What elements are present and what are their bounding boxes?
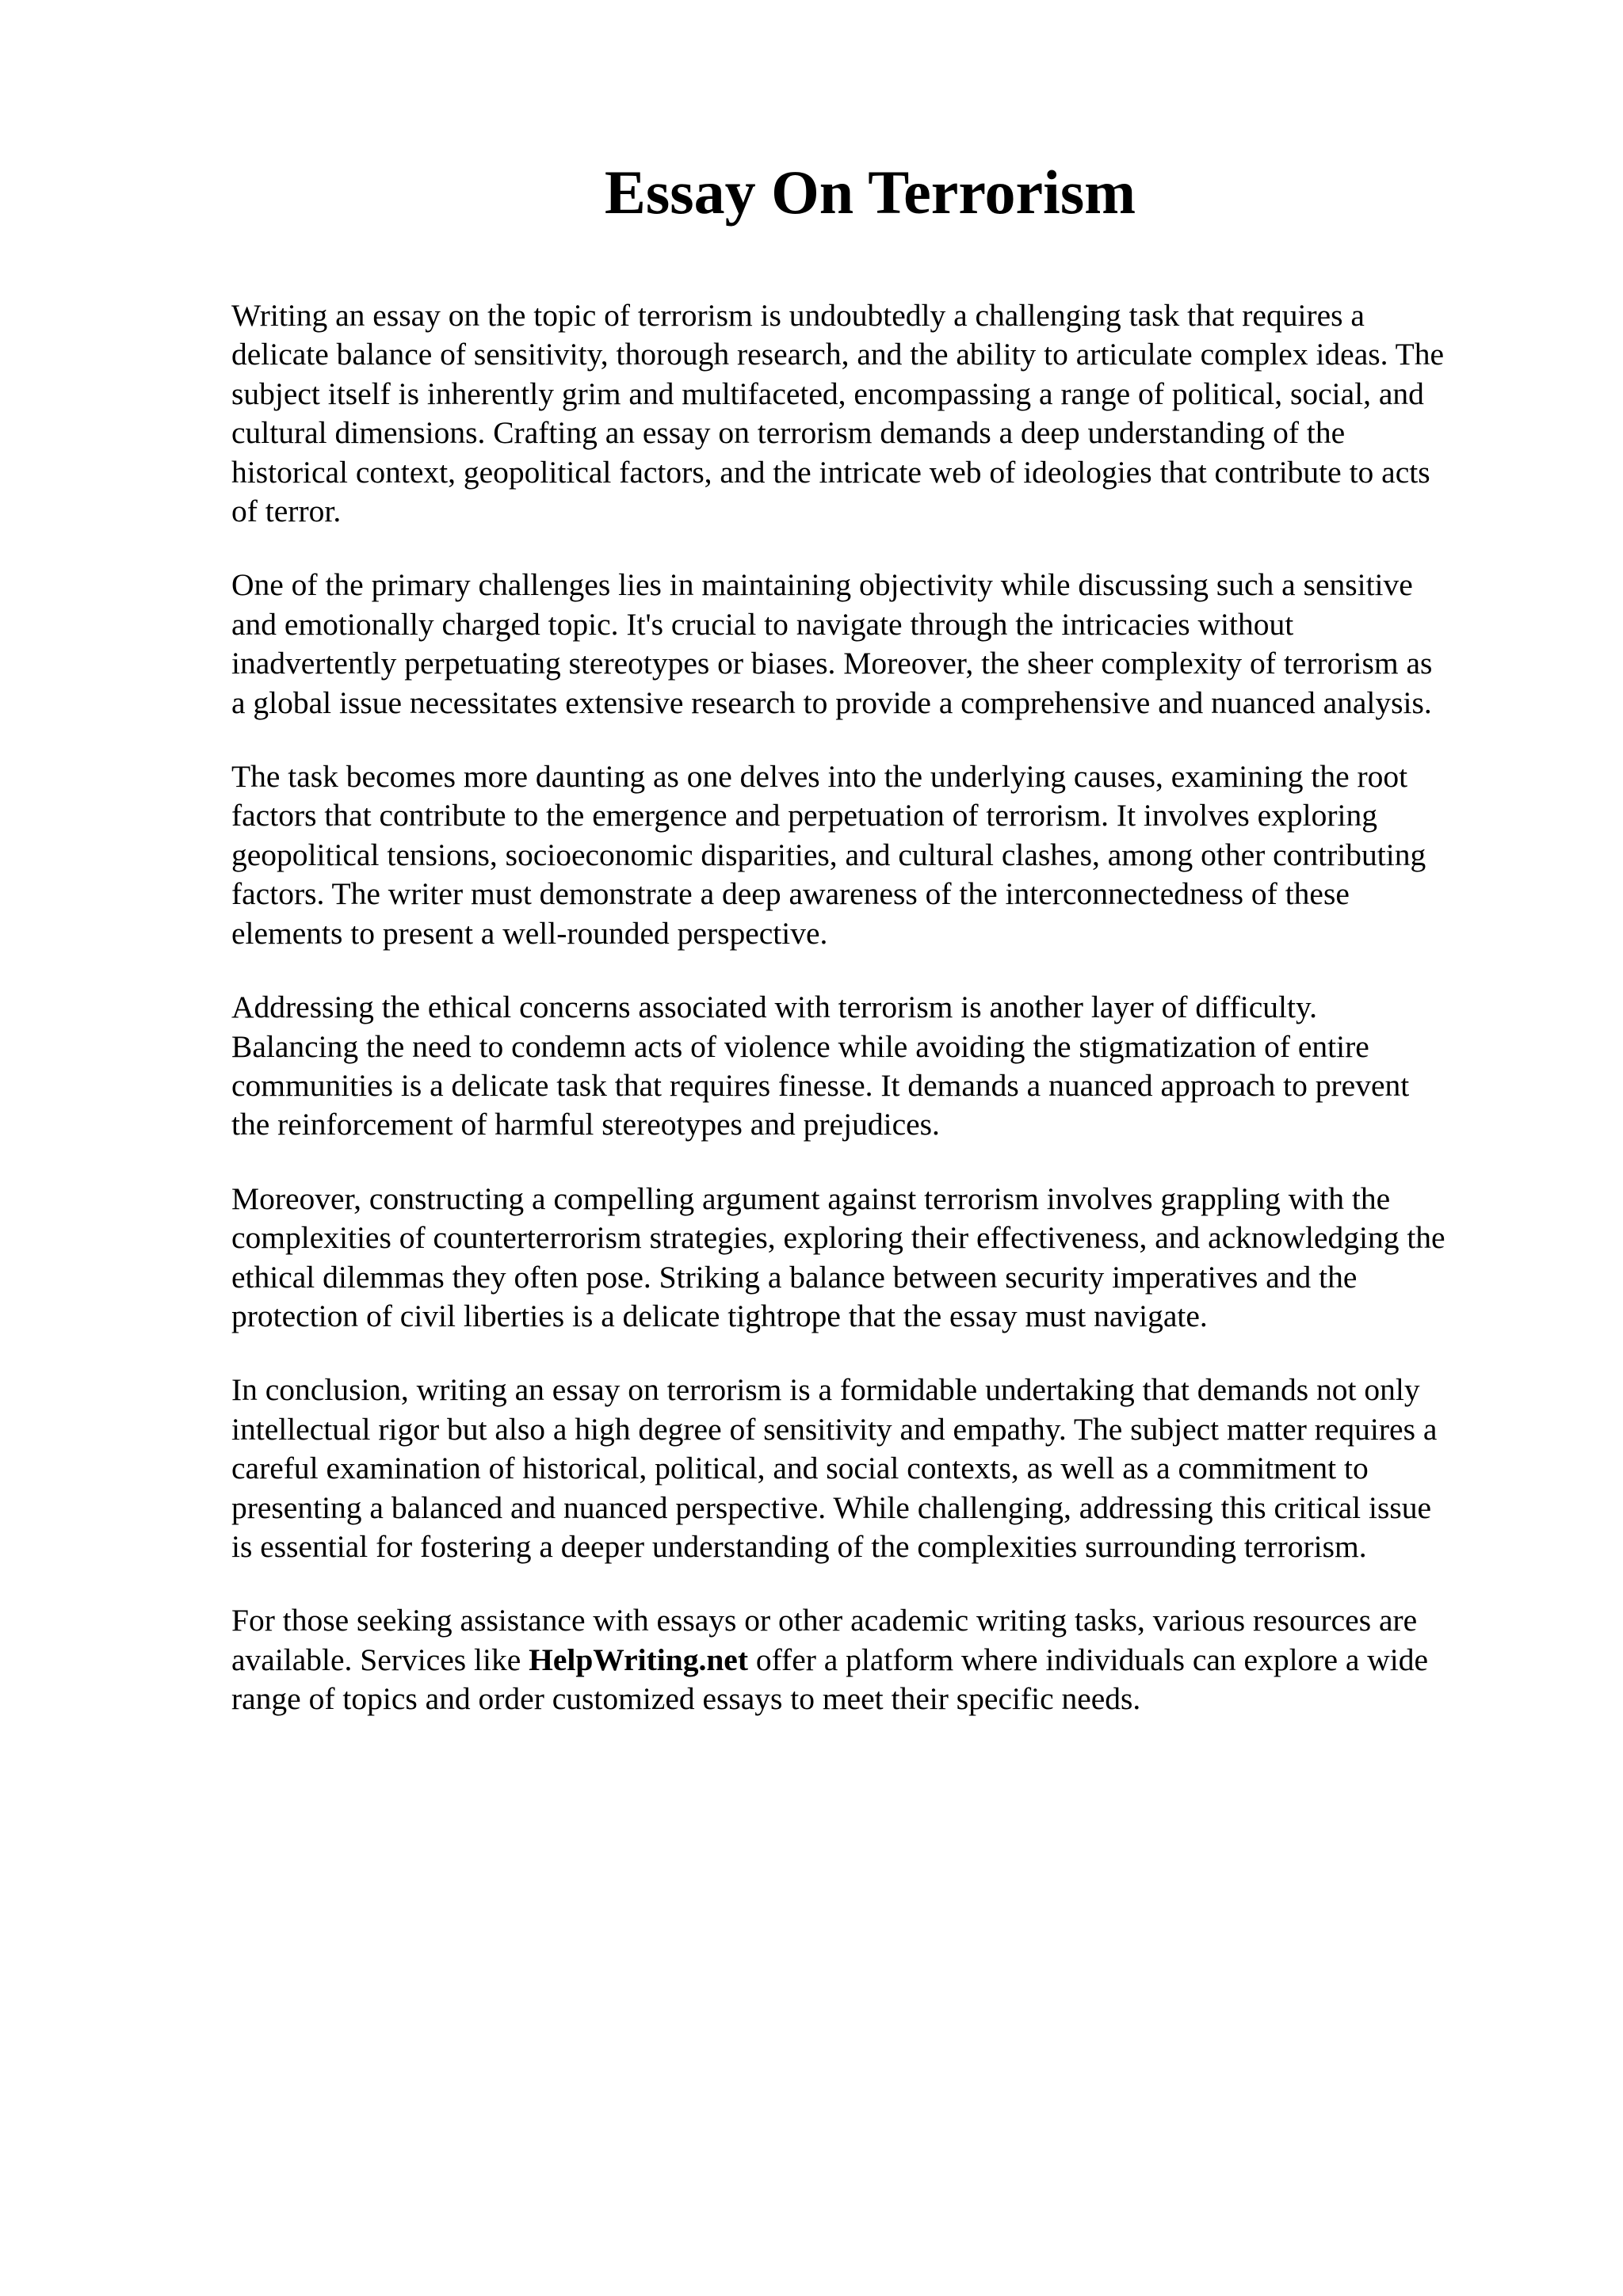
document-title: Essay On Terrorism <box>604 158 1136 227</box>
text-line: presenting a balanced and nuanced perspective. While challenging, addressing this critical issue <box>231 1489 1431 1525</box>
document-body <box>231 296 1531 1754</box>
text-line: complexities of counterterrorism strategies, exploring their effectiveness, and acknowledging the <box>231 1220 1445 1256</box>
text-line: Moreover, constructing a compelling argument against terrorism involves grappling with the <box>231 1180 1391 1216</box>
text-line: ethical dilemmas they often pose. Striking a balance between security imperatives and the <box>231 1259 1358 1295</box>
text-line: elements to present a well-rounded perspective. <box>231 915 828 951</box>
text-line: communities is a delicate task that requires finesse. It demands a nuanced approach to prevent <box>231 1067 1410 1103</box>
text-line: subject itself is inherently grim and multifaceted, encompassing a range of political, social, and <box>231 376 1424 411</box>
text-line <box>231 1641 1531 1680</box>
text-line: Balancing the need to condemn acts of violence while avoiding the stigmatization of entire <box>231 1028 1369 1064</box>
text-line: The task becomes more daunting as one delves into the underlying causes, examining the root <box>231 759 1408 795</box>
text-line: factors that contribute to the emergence and perpetuation of terrorism. It involves exploring <box>231 798 1378 833</box>
text-line: is essential for fostering a deeper understanding of the complexities surrounding terrorism. <box>231 1528 1367 1564</box>
text-line: One of the primary challenges lies in maintaining objectivity while discussing such a sensitive <box>231 567 1413 603</box>
text-line: cultural dimensions. Crafting an essay on terrorism demands a deep understanding of the <box>231 415 1346 451</box>
text-line: inadvertently perpetuating stereotypes or biases. Moreover, the sheer complexity of terrorism as <box>231 646 1433 681</box>
text-line: and emotionally charged topic. It's crucial to navigate through the intricacies without <box>231 606 1294 642</box>
text-line: For those seeking assistance with essays or other academic writing tasks, various resources are <box>231 1603 1418 1638</box>
text-line: of terror. <box>231 494 342 529</box>
text-line: careful examination of historical, political, and social contexts, as well as a commitment to <box>231 1451 1369 1486</box>
paragraph-3 <box>231 757 1531 953</box>
text-line: geopolitical tensions, socioeconomic disparities, and cultural clashes, among other contributing <box>231 837 1426 872</box>
text-line: In conclusion, writing an essay on terrorism is a formidable undertaking that demands not only <box>231 1372 1420 1408</box>
text-line: Writing an essay on the topic of terrorism is undoubtedly a challenging task that requires a <box>231 298 1365 333</box>
paragraph-2 <box>231 566 1531 723</box>
text-line: factors. The writer must demonstrate a deep awareness of the interconnectedness of these <box>231 876 1350 912</box>
text-fragment: available. Services like <box>231 1642 529 1677</box>
brand-link[interactable]: HelpWriting.net <box>529 1642 748 1677</box>
paragraph-4 <box>231 988 1531 1145</box>
text-line: a global issue necessitates extensive research to provide a comprehensive and nuanced analysis. <box>231 685 1432 720</box>
text-line: intellectual rigor but also a high degree of sensitivity and empathy. The subject matter requires a <box>231 1411 1438 1447</box>
paragraph-6 <box>231 1371 1531 1566</box>
closing-paragraph <box>231 1601 1531 1718</box>
paragraph-1 <box>231 296 1531 531</box>
text-line: Addressing the ethical concerns associated with terrorism is another layer of difficulty. <box>231 990 1318 1025</box>
text-fragment: offer a platform where individuals can explore a wide <box>747 1642 1429 1677</box>
paragraph-5 <box>231 1180 1531 1337</box>
text-line: protection of civil liberties is a delicate tightrope that the essay must navigate. <box>231 1298 1208 1333</box>
text-line: range of topics and order customized essays to meet their specific needs. <box>231 1681 1141 1717</box>
text-line: the reinforcement of harmful stereotypes and prejudices. <box>231 1107 940 1142</box>
text-line: historical context, geopolitical factors, and the intricate web of ideologies that contribute to acts <box>231 454 1430 490</box>
text-line: delicate balance of sensitivity, thorough research, and the ability to articulate complex ideas. The <box>231 337 1445 372</box>
